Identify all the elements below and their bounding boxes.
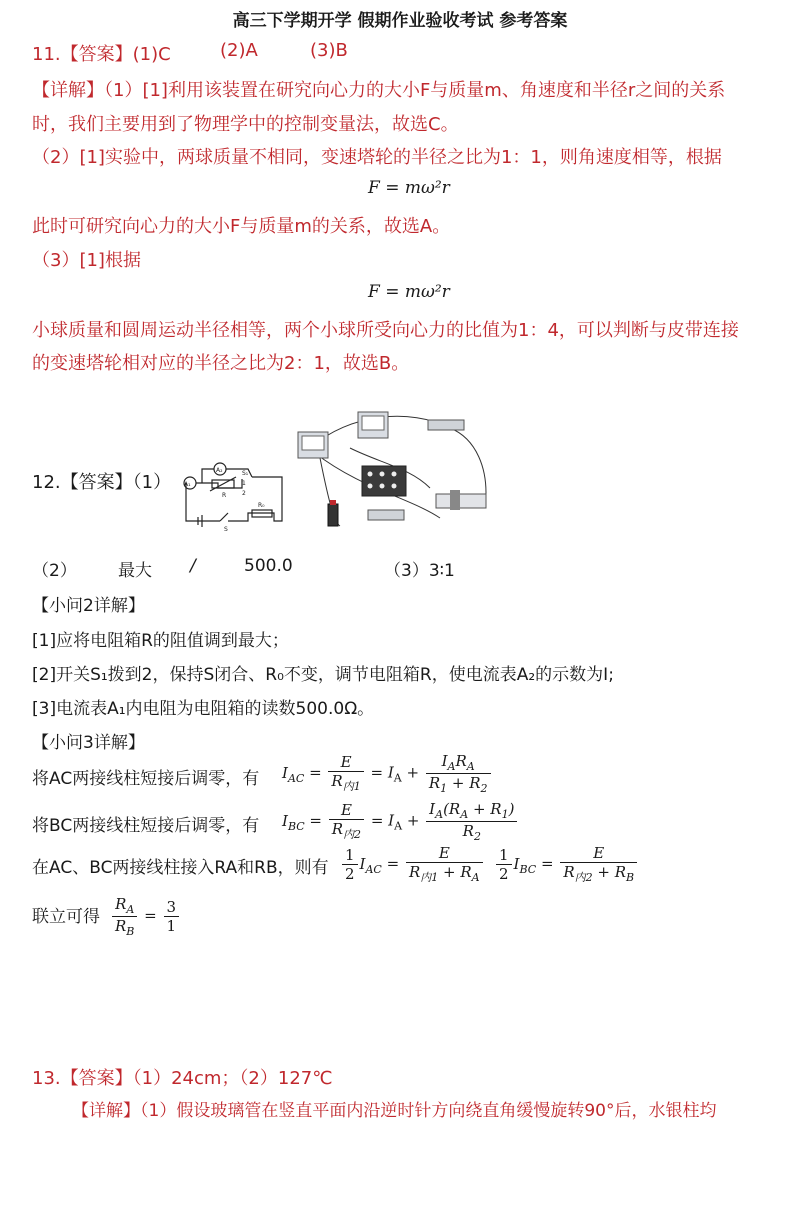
circuit-label-1: 1 — [242, 480, 246, 487]
q12-answer-500: 500.0 — [244, 556, 293, 576]
resistance-box-icon — [362, 466, 406, 496]
page-title: 高三下学期开学 假期作业验收考试 参考答案 — [232, 11, 568, 31]
q12-detail2-head: 【小问2详解】 — [32, 596, 145, 616]
switch-s-icon — [368, 510, 404, 520]
q11-detail-line5: （3）[1]根据 — [32, 250, 141, 271]
switch-s1-icon — [428, 420, 464, 430]
circuit-label-2: 2 — [242, 490, 246, 497]
q11-detail-line1: 【详解】（1）[1]利用该装置在研究向心力的大小F与质量m、角速度和半径r之间的关系 — [32, 80, 726, 101]
q12-answer: 12.【答案】（1） — [32, 472, 172, 493]
q11-formula-1: F = mω²r — [368, 178, 450, 198]
q13-answer: 13.【答案】（1）24cm；（2）127℃ — [32, 1068, 333, 1089]
q11-detail-line4: 此时可研究向心力的大小F与质量m的关系，故选A。 — [32, 216, 451, 237]
q12-answer-max: 最大 — [118, 561, 152, 581]
q12-eq2-text: 将BC两接线柱短接后调零，有 — [32, 816, 260, 836]
q12-eq3-formula-bc: $\frac{1}{2}$ $I_{BC}$ = $\frac{E}{R_{内2} + R_B}$ — [494, 844, 639, 885]
q12-eq3-text: 在AC、BC两接线柱接入RA和RB，则有 — [32, 858, 329, 878]
circuit-label-r: R — [222, 492, 227, 499]
apparatus-illustration — [290, 408, 500, 548]
q11-formula-2: F = mω²r — [368, 282, 450, 302]
circuit-diagram — [178, 455, 290, 533]
q11-detail-line2: 时，我们主要用到了物理学中的控制变量法，故选C。 — [32, 114, 459, 135]
q11-detail-line3: （2）[1]实验中，两球质量不相同，变速塔轮的半径之比为1：1，则角速度相等，根据 — [32, 147, 722, 168]
circuit-label-r0: R₀ — [258, 502, 265, 509]
q12-eq4-formula: $\frac{R_A}{R_B}$ = $\frac{3}{1}$ — [110, 895, 181, 938]
q11-detail-line6: 小球质量和圆周运动半径相等，两个小球所受向心力的比值为1：4，可以判断与皮带连接 — [32, 320, 739, 341]
circuit-label-a2: A₂ — [216, 467, 223, 474]
q11-answer-2: (2)A — [220, 40, 258, 61]
q12-eq4-text: 联立可得 — [32, 907, 100, 927]
q12-eq1-text: 将AC两接线柱短接后调零，有 — [32, 769, 260, 789]
q12-part3-answer: （3）3∶1 — [384, 561, 455, 581]
q12-detail2-line1: [1]应将电阻箱R的阻值调到最大； — [32, 631, 289, 651]
q12-answer-slash: / — [190, 556, 196, 576]
q12-eq1-formula: $I_{AC}$ = $\frac{E}{R_{内1}}$ = $I_A$ + $\frac{I_AR_A}{R_1 + R_2}$ — [282, 752, 493, 795]
q12-detail2-line3: [3]电流表A₁内电阻为电阻箱的读数500.0Ω。 — [32, 699, 375, 719]
q12-eq2-formula: $I_{BC}$ = $\frac{E}{R_{内2}}$ = $I_A$ + $\frac{I_A(R_A + R_1)}{R_2}$ — [282, 800, 519, 843]
q11-detail-line7: 的变速塔轮相对应的半径之比为2：1，故选B。 — [32, 353, 410, 374]
battery-icon — [328, 504, 338, 526]
rheostat-icon — [436, 494, 486, 508]
q12-detail3-head: 【小问3详解】 — [32, 733, 145, 753]
q12-part2-label: （2） — [32, 561, 77, 581]
q11-answer-3: (3)B — [310, 40, 348, 61]
circuit-label-a1: A₁ — [184, 481, 191, 488]
q12-detail2-line2: [2]开关S₁拨到2，保持S闭合、R₀不变，调节电阻箱R，使电流表A₂的示数为I; — [32, 665, 614, 685]
circuit-label-s1: S₁ — [242, 470, 249, 477]
q11-answer: 11.【答案】(1)C — [32, 44, 171, 65]
q12-eq3-formula-ac: $\frac{1}{2}$ $I_{AC}$ = $\frac{E}{R_{内1} + R_A}$ — [340, 844, 485, 885]
q13-detail: 【详解】（1）假设玻璃管在竖直平面内沿逆时针方向绕直角缓慢旋转90°后，水银柱均 — [72, 1101, 717, 1121]
circuit-label-s: S — [224, 526, 228, 533]
